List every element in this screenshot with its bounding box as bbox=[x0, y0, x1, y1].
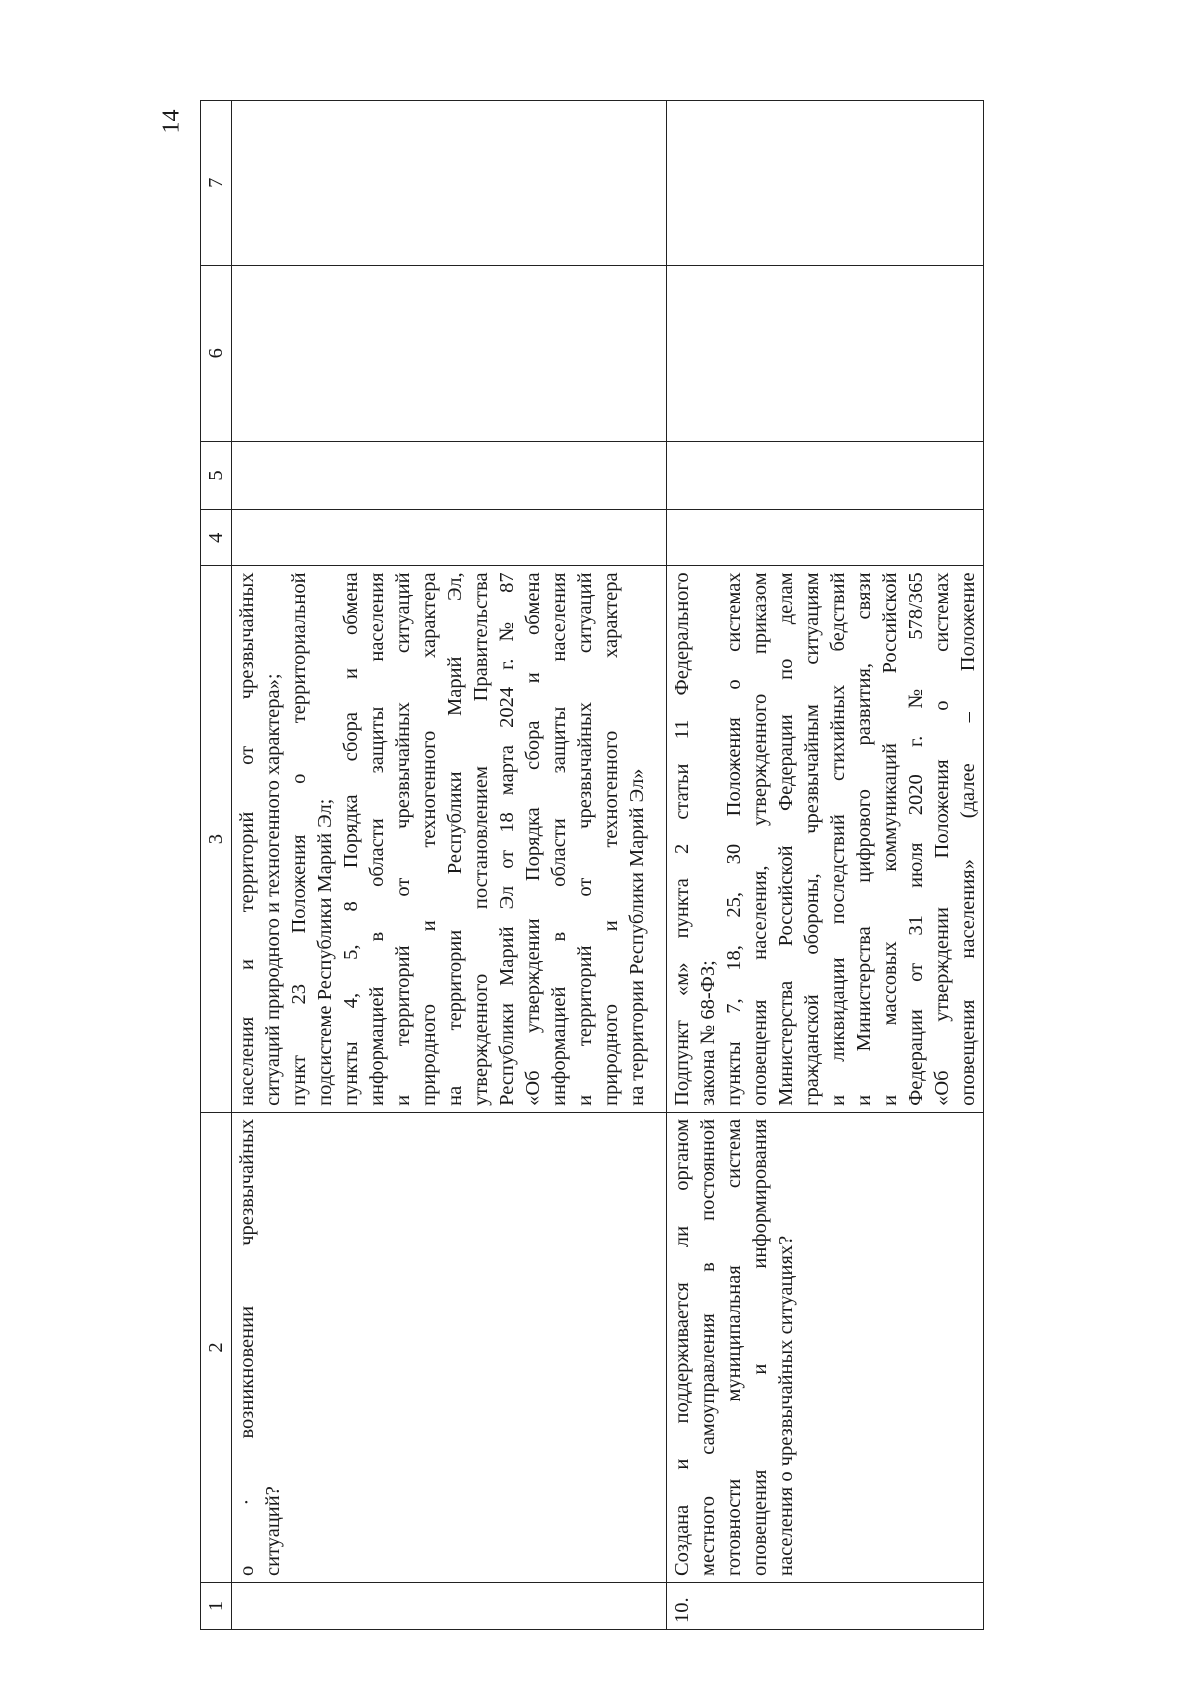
question-cell bbox=[667, 1112, 984, 1582]
question-line: оповещения и информирования bbox=[749, 1118, 771, 1576]
basis-line: «Об утверждении Порядка сбора и обмена bbox=[522, 572, 544, 1106]
header-col-1: 1 bbox=[201, 1583, 232, 1630]
question-line: населения о чрезвычайных ситуациях? bbox=[775, 1235, 797, 1576]
basis-line: информацией в области защиты населения bbox=[548, 572, 570, 1106]
question-cell bbox=[232, 1112, 667, 1582]
basis-line: на территории Республики Марий Эл, bbox=[444, 572, 466, 1106]
basis-line: Министерства Российской Федерации по делам bbox=[775, 572, 797, 1106]
question-line: Создана и поддерживается ли органом bbox=[671, 1118, 693, 1576]
empty-cell bbox=[667, 265, 984, 441]
empty-cell bbox=[667, 441, 984, 509]
question-line: готовности муниципальная система bbox=[723, 1118, 745, 1576]
empty-cell bbox=[232, 101, 667, 266]
header-col-6: 6 bbox=[201, 265, 232, 441]
basis-line: Республики Марий Эл от 18 марта 2024 г. № 87 bbox=[496, 572, 518, 1106]
basis-line: и массовых коммуникаций Российской bbox=[879, 572, 901, 1106]
header-col-3: 3 bbox=[201, 566, 232, 1112]
basis-line: оповещения населения» (далее – Положение bbox=[957, 572, 979, 1106]
basis-line: населения и территорий от чрезвычайных bbox=[236, 572, 258, 1106]
inspection-table bbox=[200, 100, 984, 1630]
basis-line: оповещения населения, утвержденного приказом bbox=[749, 572, 771, 1106]
empty-cell bbox=[232, 441, 667, 509]
basis-line: закона № 68-ФЗ; bbox=[697, 960, 719, 1106]
basis-line: утвержденного постановлением Правительства bbox=[470, 572, 492, 1106]
header-col-4: 4 bbox=[201, 510, 232, 566]
question-line: ситуаций? bbox=[262, 1486, 284, 1576]
question-line: местного самоуправления в постоянной bbox=[697, 1118, 719, 1576]
basis-line: подсистеме Республики Марий Эл; bbox=[314, 798, 336, 1106]
empty-cell bbox=[667, 510, 984, 566]
basis-cell bbox=[667, 566, 984, 1112]
basis-line: Федерации от 31 июля 2020 г. № 578/365 bbox=[905, 572, 927, 1106]
basis-line: природного и техногенного характера bbox=[418, 572, 440, 1106]
basis-line: Подпункт «м» пункта 2 статьи 11 Федерального bbox=[671, 572, 693, 1106]
basis-line: «Об утверждении Положения о системах bbox=[931, 572, 953, 1106]
basis-cell bbox=[232, 566, 667, 1112]
basis-line: пункты 7, 18, 25, 30 Положения о системах bbox=[723, 572, 745, 1106]
basis-line: на территории Республики Марий Эл» bbox=[626, 768, 648, 1106]
empty-cell bbox=[667, 101, 984, 266]
empty-cell bbox=[232, 510, 667, 566]
basis-line: ситуаций природного и техногенного характера»; bbox=[262, 673, 284, 1106]
basis-line: и территорий от чрезвычайных ситуаций bbox=[574, 572, 596, 1106]
basis-line: природного и техногенного характера bbox=[600, 572, 622, 1106]
basis-line: пункты 4, 5, 8 Порядка сбора и обмена bbox=[340, 572, 362, 1106]
basis-line: гражданской обороны, чрезвычайным ситуациям bbox=[801, 572, 823, 1106]
row-number: 10. bbox=[667, 1583, 984, 1630]
basis-line: пункт 23 Положения о территориальной bbox=[288, 572, 310, 1106]
table-header-row bbox=[201, 101, 232, 1630]
table-row bbox=[667, 101, 984, 1630]
basis-line: и Министерства цифрового развития, связи bbox=[853, 572, 875, 1106]
header-col-7: 7 bbox=[201, 101, 232, 266]
empty-cell bbox=[232, 265, 667, 441]
row-number bbox=[232, 1583, 667, 1630]
basis-line: и ликвидации последствий стихийных бедствий bbox=[827, 572, 849, 1106]
basis-line: и территорий от чрезвычайных ситуаций bbox=[392, 572, 414, 1106]
basis-line: информацией в области защиты населения bbox=[366, 572, 388, 1106]
question-line: о · возникновении чрезвычайных bbox=[236, 1118, 258, 1576]
table-row bbox=[232, 101, 667, 1630]
page-number: 14 bbox=[158, 109, 185, 134]
header-col-2: 2 bbox=[201, 1112, 232, 1582]
rotated-table-wrapper bbox=[200, 100, 1030, 1630]
header-col-5: 5 bbox=[201, 441, 232, 509]
